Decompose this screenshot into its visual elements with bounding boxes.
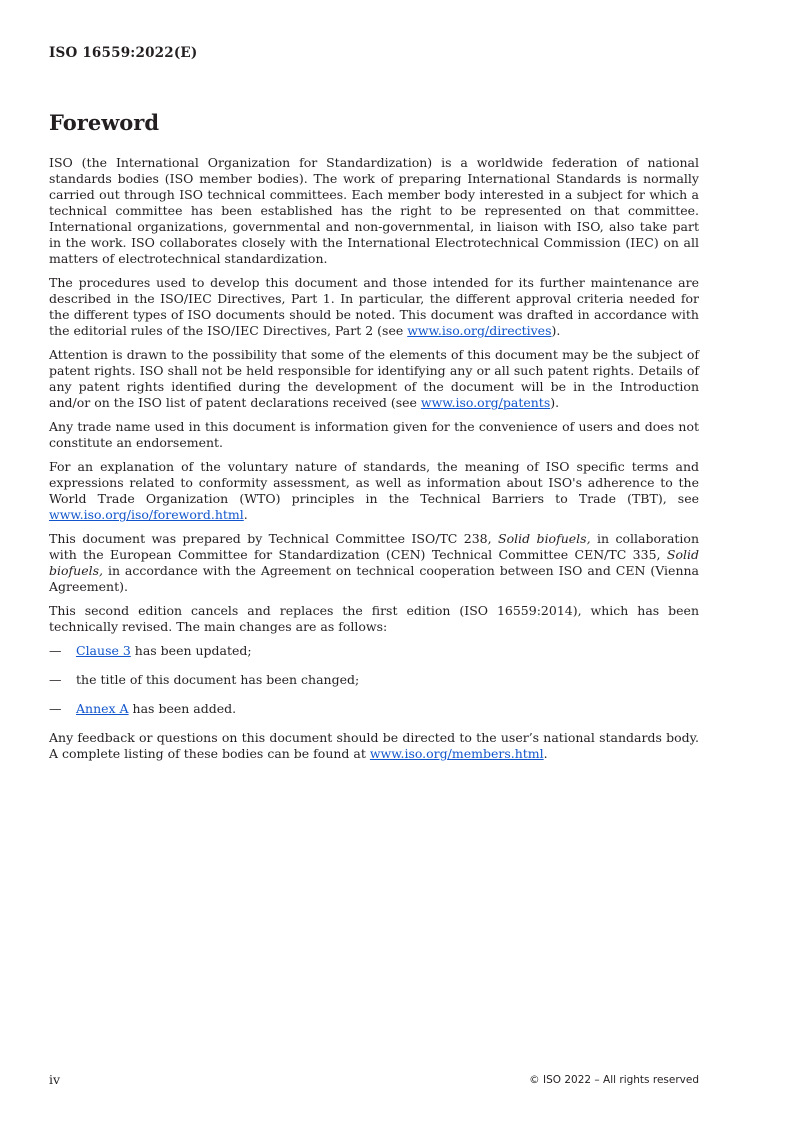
paragraph-patents-text: Attention is drawn to the possibility that some of the elements of this document may be the subject of patent rights. ISO shall not be held responsible for identifying any or all such patent rights. Details of any patent rights identified during the development of the document will be in the Introduction and/or on the ISO list of patent declarations received (see xyxy=(49,347,699,410)
foreword-link[interactable]: www.iso.org/iso/foreword.html xyxy=(49,507,244,522)
committee-title-cen: Solid biofuels, xyxy=(49,547,699,578)
directives-link[interactable]: www.iso.org/directives xyxy=(407,323,552,338)
list-item-text: has been added. xyxy=(128,701,237,716)
list-dash: — xyxy=(49,643,62,658)
paragraph-procedures-end: ). xyxy=(551,323,561,338)
paragraph-voluntary-nature-text: For an explanation of the voluntary nature of standards, the meaning of ISO specific terms and expressions related to conformity assessment, as well as information about ISO's adherence to the World Trade Organization (WTO) principles in the Technical Barriers to Trade (TBT), see xyxy=(49,459,699,506)
document-id: ISO 16559:2022(E) xyxy=(49,45,198,61)
list-item-content xyxy=(76,643,252,659)
paragraph-patents xyxy=(49,347,699,411)
paragraph-committee-c: in accordance with the Agreement on technical cooperation between ISO and CEN (Vienna Agreement). xyxy=(49,563,699,594)
page-title: Foreword xyxy=(49,110,160,135)
paragraph-patents-end: ). xyxy=(550,395,560,410)
page-number: iv xyxy=(49,1072,61,1087)
paragraph-feedback-text: Any feedback or questions on this document should be directed to the user’s national standards body. A complete listing of these bodies can be found at xyxy=(49,730,699,761)
list-item xyxy=(49,643,699,659)
annex-a-link[interactable]: Annex A xyxy=(76,701,129,716)
paragraph-procedures xyxy=(49,275,699,339)
list-item xyxy=(49,672,699,688)
changes-list xyxy=(49,643,699,717)
paragraph-committee xyxy=(49,531,699,595)
paragraph-edition: This second edition cancels and replaces the first edition (ISO 16559:2014), which has been technically revised. The main changes are as follows: xyxy=(49,603,699,634)
patents-link[interactable]: www.iso.org/patents xyxy=(420,395,551,410)
members-link[interactable]: www.iso.org/members.html xyxy=(369,746,544,761)
paragraph-voluntary-nature xyxy=(49,459,699,523)
paragraph-feedback-end: . xyxy=(543,746,548,761)
paragraph-procedures-text: The procedures used to develop this document and those intended for its further maintenance are described in the ISO/IEC Directives, Part 1. In particular, the different approval criteria needed for the different types of ISO documents should be noted. This document was drafted in accordance with the editorial rules of the ISO/IEC Directives, Part 2 (see xyxy=(49,275,699,338)
paragraph-committee-b: in collaboration with the European Committee for Standardization (CEN) Technical Committee CEN/TC 335, xyxy=(49,531,699,562)
paragraph-iso-intro: ISO (the International Organization for Standardization) is a worldwide federation of national standards bodies (ISO member bodies). The work of preparing International Standards is normally carried out through ISO technical committees. Each member body interested in a subject for which a technical committee has been established has the right to be represented on that committee. International organizations, governmental and non-governmental, in liaison with ISO, also take part in the work. ISO collaborates closely with the International Electrotechnical Commission (IEC) on all matters of electrotechnical standardization. xyxy=(49,155,699,266)
list-item-content xyxy=(76,701,236,717)
list-item-text: has been updated; xyxy=(130,643,252,658)
committee-title-iso: Solid biofuels, xyxy=(498,531,591,546)
list-item xyxy=(49,701,699,717)
copyright-notice: © ISO 2022 – All rights reserved xyxy=(529,1074,699,1086)
paragraph-trade-name: Any trade name used in this document is information given for the convenience of users and does not constitute an endorsement. xyxy=(49,419,699,450)
list-dash: — xyxy=(49,672,62,687)
paragraph-committee-a: This document was prepared by Technical Committee ISO/TC 238, xyxy=(49,531,499,546)
paragraph-feedback xyxy=(49,730,699,762)
clause-3-link[interactable]: Clause 3 xyxy=(76,643,131,658)
list-item-text: the title of this document has been changed; xyxy=(76,672,360,687)
list-dash: — xyxy=(49,701,62,716)
foreword-body xyxy=(49,155,699,770)
paragraph-voluntary-nature-end: . xyxy=(243,507,248,522)
